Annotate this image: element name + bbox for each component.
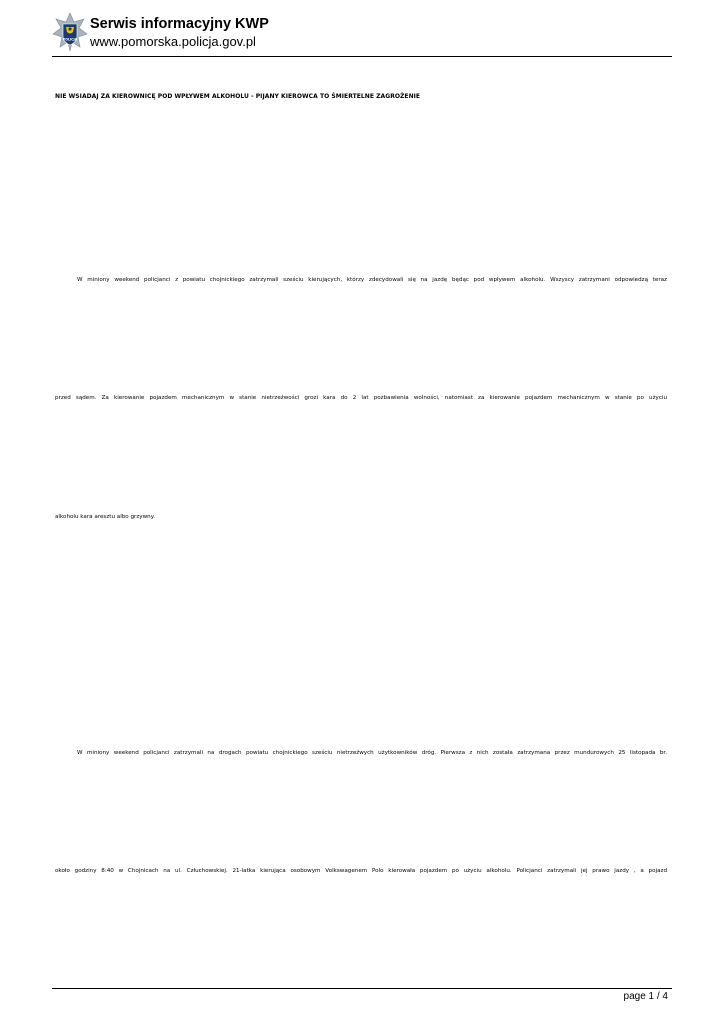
page-number: page 1 / 4 [623,991,668,1002]
paragraph-line: W miniony weekend policjanci z powiatu chojnickiego zatrzymali sześciu kierujących, którzy zdecydowali się na jazdę będąc pod wpływem alkoholu. Wszyscy zatrzymani odpowiedzą teraz [77,277,667,283]
logo-caption: POLICJA [62,37,78,42]
paragraph-line: alkoholu kara aresztu albo grzywny. [55,514,156,520]
page-header [52,12,672,56]
paragraph-line: przed sądem. Za kierowanie pojazdem mechanicznym w stanie nietrzeźwości grozi kara do 2 lat pozbawienia wolności, natomiast za kierowanie pojazdem mechanicznym w stanie po użyciu [55,395,667,401]
article-title: NIE WSIADAJ ZA KIEROWNICĘ POD WPŁYWEM ALKOHOLU - PIJANY KIEROWCA TO ŚMIERTELNE ZAGROŻENIE [55,93,421,100]
police-star-badge-icon [52,12,88,52]
paragraph-line: około godziny 8:40 w Chojnicach na ul. Człuchowskiej. 21-latka kierująca osobowym Volkswagenem Polo kierowała pojazdem po użyciu alkoholu. Policjanci zatrzymali jej prawo jazdy , a pojazd [55,868,667,874]
site-title: Serwis informacyjny KWP [90,16,269,32]
site-url: www.pomorska.policja.gov.pl [90,34,256,49]
header-divider [52,56,672,57]
paragraph-line: W miniony weekend policjanci zatrzymali na drogach powiatu chojnickiego sześciu nietrzeźwych użytkowników dróg. Pierwsza z nich została zatrzymana przez mundurowych 25 listopada br. [77,750,667,756]
footer-divider [52,988,672,989]
